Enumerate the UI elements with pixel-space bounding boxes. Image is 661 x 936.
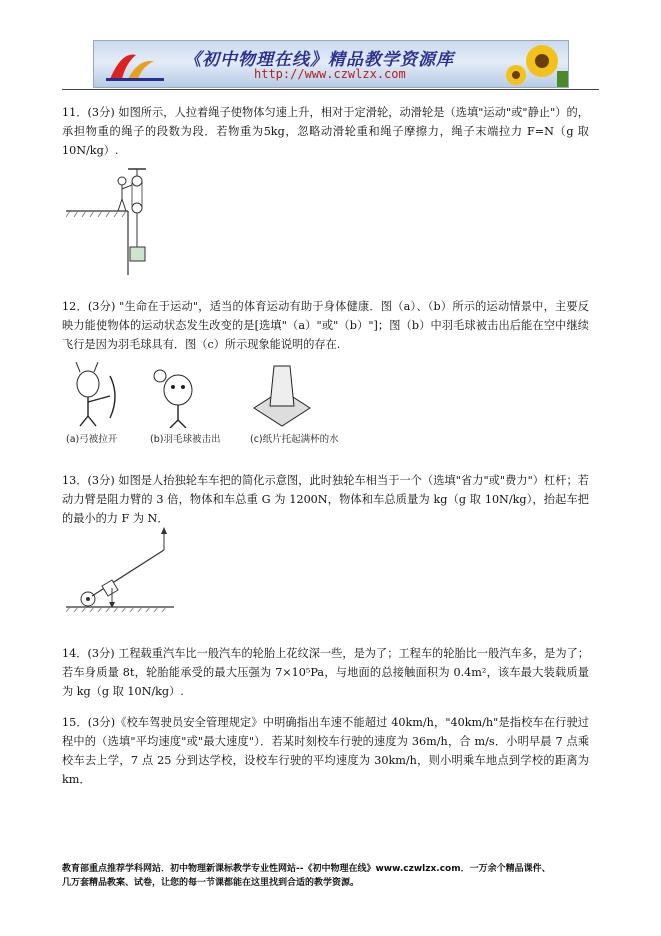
question-13: [62, 471, 589, 528]
footer-line-2: 几万套精品教案、试卷，让您的每一节课都能在这里找到合适的教学资源。: [62, 878, 360, 888]
cup-paper-image: [254, 366, 310, 426]
sports-figures: [66, 362, 366, 428]
wheelbarrow-figure: [66, 526, 178, 612]
footer-line-1: 教育部重点推荐学科网站．初中物理新课标教学专业性网站--《初中物理在线》www.czwlzx.com．一万余个精品课件、: [62, 864, 551, 874]
question-13-text: 13．(3分) 如图是人抬独轮车车把的简化示意图，此时独轮车相当于一个（选填"省力"或"费力"）杠杆；若动力臂是阻力臂的 3 倍，物体和车总重 G 为 1200N，物体和车总质量为 kg（g 取 10N/kg），抬起车把的最小的力 F 为 N．: [62, 474, 589, 525]
pulley-figure: [66, 165, 156, 275]
sunflower-image: [502, 41, 568, 87]
header-divider: [62, 89, 599, 90]
banner-title: 《初中物理在线》精品教学资源库: [184, 50, 454, 70]
caption-b: (b)羽毛球被击出: [150, 434, 221, 445]
banner-url: http://www.czwlzx.com: [254, 67, 406, 81]
question-15: [62, 713, 589, 789]
question-12: [62, 297, 589, 354]
question-11-text: 11．(3分) 如图所示，人拉着绳子使物体匀速上升，相对于定滑轮，动滑轮是（选填"运动"或"静止"）的，承担物重的绳子的段数为段．若物重为5kg，忽略动滑轮重和绳子摩擦力，绳子末端拉力 F=N（g 取 10N/kg）.: [62, 106, 589, 157]
badminton-image: [154, 370, 192, 428]
archery-image: [76, 362, 115, 426]
question-15-text: 15．(3分)《校车驾驶员安全管理规定》中明确指出车速不能超过 40km/h，"40km/h"是指校车在行驶过程中的（选填"平均速度"或"最大速度"）．若某时刻校车行驶的速度为 36m/h，合 m/s．小明早晨 7 点乘校车去上学，7 点 25 分到达学校，设校车行驶的平均速度为 30km/h，则小明乘车地点到学校的距离为 km．: [62, 716, 589, 786]
question-12-text: 12．(3分) "生命在于运动"，适当的体育运动有助于身体健康．图（a）、（b）所示的运动情景中，主要反映力能使物体的运动状态发生改变的是[选填"（a）"或"（b）"]；图（b）中羽毛球被击出后能在空中继续飞行是因为羽毛球具有．图（c）所示现象能说明的存在.: [62, 300, 589, 351]
site-logo: [102, 45, 172, 83]
question-14-text: 14．(3分) 工程载重汽车比一般汽车的轮胎上花纹深一些，是为了；工程车的轮胎比一般汽车多，是为了；若车身质量 8t，轮胎能承受的最大压强为 7×10⁵Pa，与地面的总接触面积为 0.4m²，该车最大装载质量为 kg（g 取 10N/kg）.: [62, 647, 589, 698]
question-11: [62, 103, 589, 160]
caption-a: (a)弓被拉开: [66, 434, 118, 445]
question-14: [62, 644, 589, 701]
header-banner: [93, 40, 569, 88]
page-footer: [62, 862, 602, 890]
caption-c: (c)纸片托起满杯的水: [250, 434, 339, 445]
